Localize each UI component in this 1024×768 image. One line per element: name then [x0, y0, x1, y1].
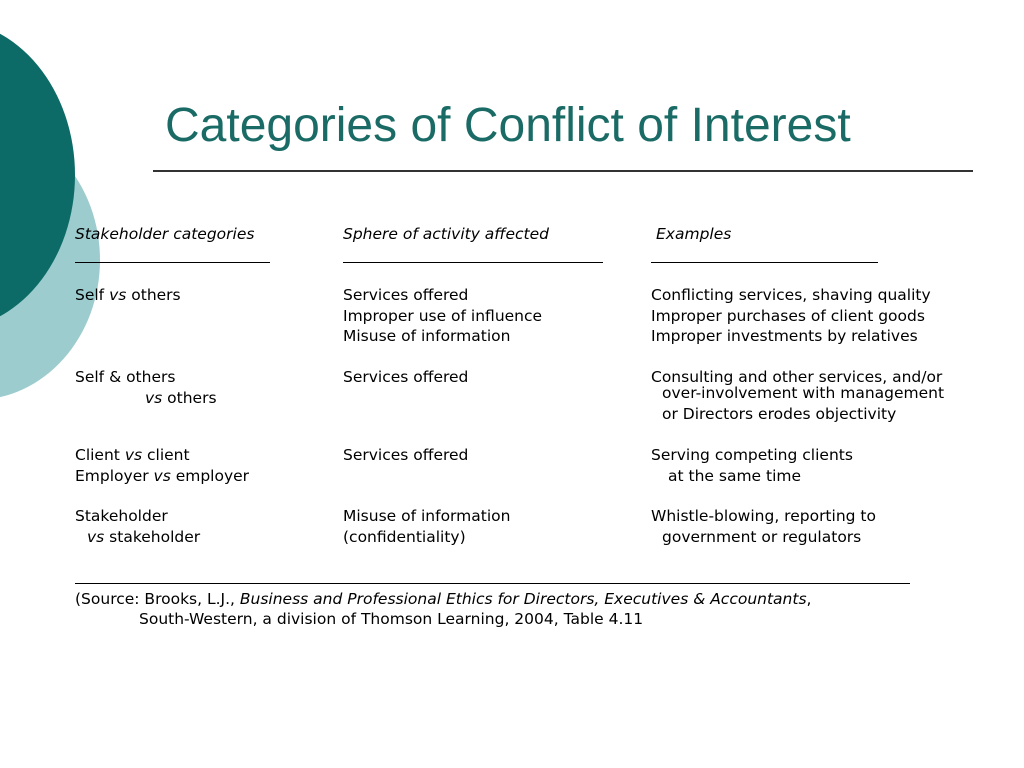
example-cell: Serving competing clients	[651, 446, 853, 464]
example-cell: government or regulators	[662, 527, 862, 546]
header-underline-sphere	[343, 262, 603, 263]
stakeholder-cell	[75, 466, 249, 486]
stakeholder-text: Client	[75, 446, 125, 464]
example-cell: at the same time	[668, 466, 802, 485]
stakeholder-text: Self	[75, 286, 110, 304]
example-cell: Consulting and other services, and/or	[651, 368, 943, 386]
sphere-cell: Improper use of influence	[343, 306, 543, 325]
sphere-cell: Services offered	[343, 286, 469, 304]
example-cell: Improper investments by relatives	[651, 327, 918, 345]
header-underline-examples	[651, 262, 878, 263]
stakeholder-text: Self & others	[75, 368, 176, 386]
stakeholder-cell	[87, 527, 200, 547]
stakeholder-text: Employer	[75, 466, 154, 485]
title-divider	[153, 170, 973, 172]
stakeholder-cell	[75, 506, 168, 526]
slide-title: Categories of Conflict of Interest	[165, 99, 851, 152]
stakeholder-text: others	[126, 286, 181, 304]
example-cell: Whistle-blowing, reporting to	[651, 507, 876, 525]
stakeholder-text: Stakeholder	[75, 507, 168, 525]
sphere-cell: Services offered	[343, 368, 469, 386]
stakeholder-text: vs	[124, 446, 143, 464]
stakeholder-text: vs	[145, 388, 163, 407]
source-suffix: ,	[806, 590, 812, 608]
example-cell: over-involvement with management	[662, 384, 945, 402]
sphere-cell: Misuse of information	[343, 327, 511, 345]
source-book-title: Business and Professional Ethics for Directors, Executives & Accountants	[239, 590, 807, 608]
stakeholder-text: stakeholder	[104, 527, 201, 546]
stakeholder-text: others	[162, 388, 217, 407]
source-citation-line1	[75, 589, 811, 609]
stakeholder-text: vs	[87, 527, 105, 546]
header-stakeholder-categories: Stakeholder categories	[75, 225, 255, 243]
example-cell: Conflicting services, shaving quality	[651, 286, 931, 304]
header-underline-stakeholder	[75, 262, 270, 263]
stakeholder-text: vs	[153, 466, 171, 485]
stakeholder-cell	[75, 445, 190, 465]
stakeholder-cell	[75, 367, 175, 387]
stakeholder-text: employer	[170, 466, 250, 485]
source-prefix: (Source: Brooks, L.J.,	[75, 590, 240, 608]
sphere-cell: (confidentiality)	[343, 527, 466, 546]
sphere-cell: Misuse of information	[343, 507, 511, 525]
example-cell: or Directors erodes objectivity	[662, 405, 897, 423]
header-sphere-of-activity: Sphere of activity affected	[343, 225, 549, 243]
sphere-cell: Services offered	[343, 446, 469, 464]
stakeholder-text: client	[142, 446, 190, 464]
stakeholder-text: vs	[109, 286, 127, 304]
stakeholder-cell	[145, 388, 217, 408]
example-cell: Improper purchases of client goods	[651, 306, 925, 325]
source-divider	[75, 583, 910, 584]
source-citation-line2: South-Western, a division of Thomson Learning, 2004, Table 4.11	[139, 610, 644, 628]
stakeholder-cell	[75, 285, 181, 305]
header-examples: Examples	[656, 225, 732, 243]
